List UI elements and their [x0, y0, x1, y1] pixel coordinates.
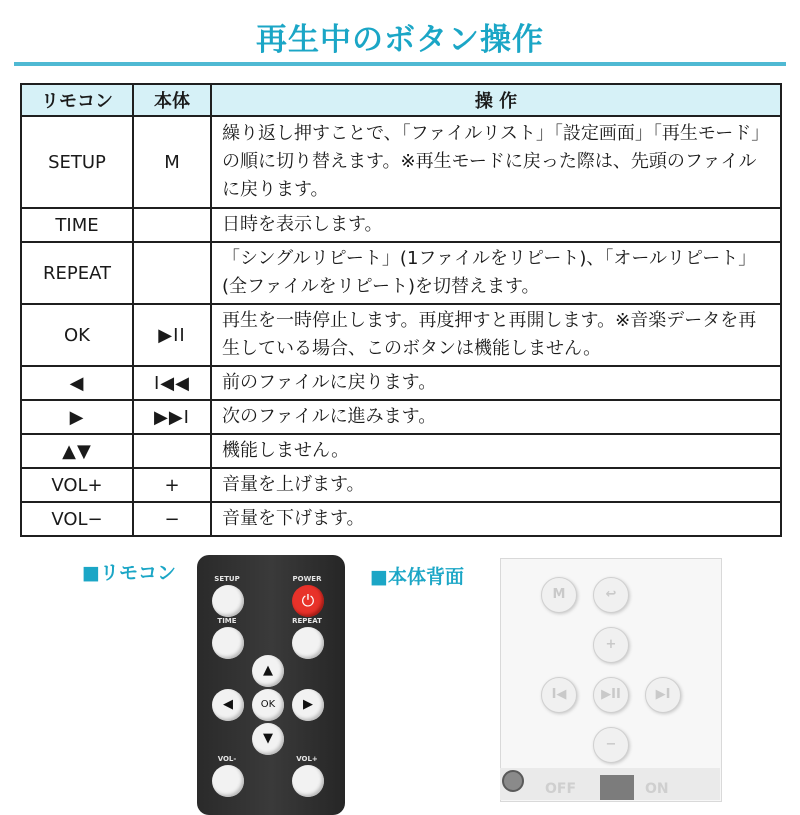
arrow-down-icon: ▼: [263, 731, 273, 746]
remote-vol-minus-button: [212, 765, 244, 797]
unit-section-label: ■本体背面: [370, 566, 464, 588]
unit-cell: I◀◀: [133, 366, 211, 400]
unit-cell: [133, 434, 211, 468]
action-cell: 再生を一時停止します。再度押すと再開します。※音楽データを再生している場合、このボタンは機能しません。: [211, 304, 781, 366]
table-header-row: [21, 84, 781, 116]
arrow-left-icon: ◀: [223, 697, 233, 712]
remote-cell: REPEAT: [21, 242, 133, 304]
remote-repeat-button: [292, 627, 324, 659]
header-unit: 本体: [133, 84, 211, 116]
remote-vol-plus-label: VOL+: [296, 755, 318, 763]
unit-cell: −: [133, 502, 211, 536]
table-row: [21, 242, 781, 304]
remote-cell: ▶: [21, 400, 133, 434]
remote-setup-label: SETUP: [214, 575, 240, 583]
screw-icon: [502, 770, 524, 792]
unit-play-pause-button: ▶II: [593, 677, 629, 713]
remote-cell: ◀: [21, 366, 133, 400]
remote-power-label: POWER: [292, 575, 322, 583]
action-cell: 音量を下げます。: [211, 502, 781, 536]
remote-cell: VOL+: [21, 468, 133, 502]
power-icon: ⏻: [301, 591, 315, 610]
remote-section-label: ■リモコン: [82, 562, 176, 584]
action-cell: 機能しません。: [211, 434, 781, 468]
unit-cell: M: [133, 116, 211, 208]
remote-up-button: [252, 655, 284, 687]
remote-time-button: [212, 627, 244, 659]
unit-plus-button: +: [593, 627, 629, 663]
action-cell: 繰り返し押すことで、「ファイルリスト」「設定画面」「再生モード」の順に切り替えます。※再生モードに戻った際は、先頭のファイルに戻ります。: [211, 116, 781, 208]
table-row: [21, 304, 781, 366]
arrow-right-icon: ▶: [303, 697, 313, 712]
button-operation-table: [20, 83, 782, 537]
table-row: [21, 366, 781, 400]
switch-on-label: ON: [645, 781, 669, 797]
page-title: 再生中のボタン操作: [256, 22, 544, 58]
remote-left-button: [212, 689, 244, 721]
action-cell: 「シングルリピート」(1ファイルをリピート)、「オールリピート」(全ファイルをリピート)を切替えます。: [211, 242, 781, 304]
table-row: [21, 468, 781, 502]
unit-cell: ▶II: [133, 304, 211, 366]
table-row: [21, 502, 781, 536]
unit-prev-button: I◀: [541, 677, 577, 713]
remote-power-button: [292, 585, 324, 617]
power-switch-knob: [600, 775, 634, 800]
action-cell: 音量を上げます。: [211, 468, 781, 502]
table-row: [21, 400, 781, 434]
remote-vol-plus-button: [292, 765, 324, 797]
remote-vol-minus-label: VOL-: [217, 755, 237, 763]
remote-down-button: [252, 723, 284, 755]
unit-back-panel-image: [500, 558, 722, 802]
remote-cell: OK: [21, 304, 133, 366]
unit-next-button: ▶I: [645, 677, 681, 713]
remote-ok-button: [252, 689, 284, 721]
action-cell: 前のファイルに戻ります。: [211, 366, 781, 400]
unit-cell: [133, 208, 211, 242]
remote-setup-button: [212, 585, 244, 617]
remote-cell: VOL−: [21, 502, 133, 536]
remote-cell: TIME: [21, 208, 133, 242]
switch-off-label: OFF: [545, 781, 577, 797]
remote-cell: ▲▼: [21, 434, 133, 468]
remote-control-image: [197, 555, 345, 815]
table-row: [21, 116, 781, 208]
action-cell: 日時を表示します。: [211, 208, 781, 242]
remote-cell: SETUP: [21, 116, 133, 208]
remote-time-label: TIME: [217, 617, 237, 625]
unit-cell: +: [133, 468, 211, 502]
remote-right-button: [292, 689, 324, 721]
action-cell: 次のファイルに進みます。: [211, 400, 781, 434]
remote-repeat-label: REPEAT: [292, 617, 322, 625]
table-row: [21, 434, 781, 468]
unit-cell: ▶▶I: [133, 400, 211, 434]
title-underline: [14, 62, 786, 66]
header-remote: リモコン: [21, 84, 133, 116]
table-row: [21, 208, 781, 242]
arrow-up-icon: ▲: [263, 663, 273, 678]
unit-cell: [133, 242, 211, 304]
header-action: 操 作: [211, 84, 781, 116]
remote-ok-label: OK: [260, 699, 276, 710]
unit-m-button: M: [541, 577, 577, 613]
unit-back-button: ↩: [593, 577, 629, 613]
unit-minus-button: −: [593, 727, 629, 763]
